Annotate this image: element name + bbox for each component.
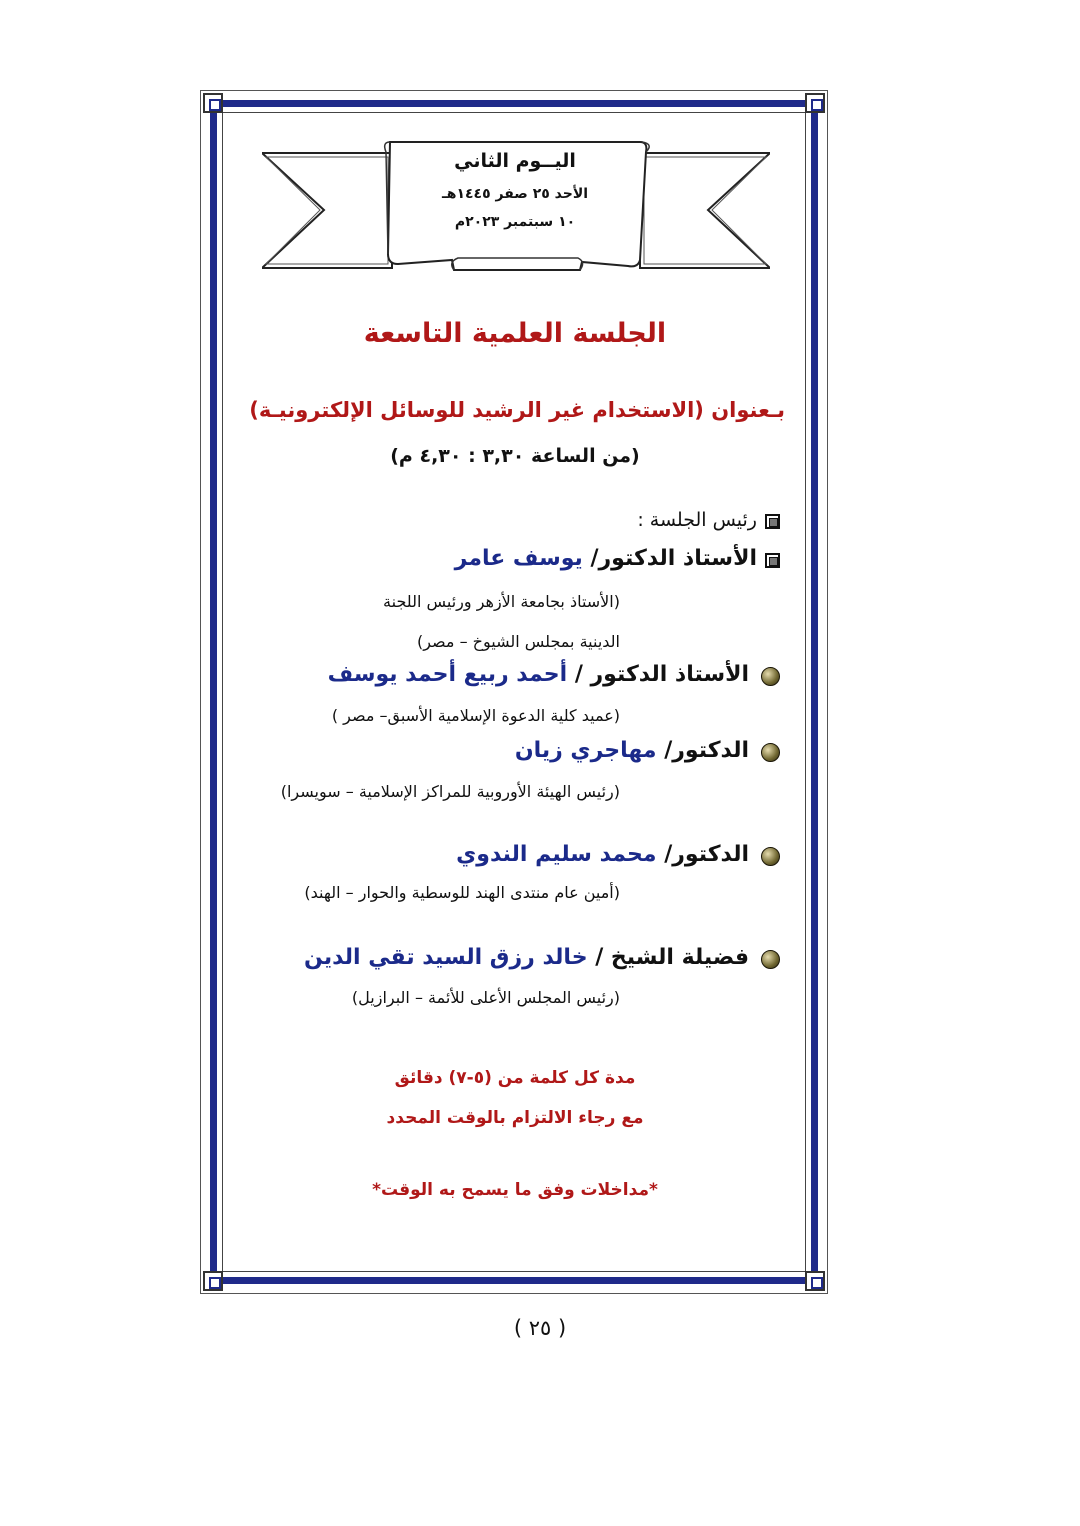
- speaker-name: مهاجري زيان: [514, 738, 657, 763]
- round-bullet-icon: [761, 667, 780, 686]
- speaker-affiliation: (رئيس الهيئة الأوروبية للمراكز الإسلامية – سويسرا): [280, 782, 620, 801]
- round-bullet-icon: [761, 847, 780, 866]
- frame-corner-top-right: [805, 93, 825, 113]
- speaker-title: الدكتور/: [664, 842, 749, 867]
- speaker-row: [515, 738, 780, 763]
- chair-label-row: [637, 509, 780, 531]
- speaker-title: الدكتور/: [664, 738, 749, 763]
- round-bullet-icon: [761, 743, 780, 762]
- page-number: ( ٢٥ ): [513, 1316, 567, 1340]
- banner-text: [395, 140, 635, 230]
- chair-affiliation-line2: الدينية بمجلس الشيوخ – مصر): [416, 632, 620, 651]
- speaker-title: الأستاذ الدكتور /: [574, 662, 749, 687]
- chair-name: يوسف عامر: [454, 546, 583, 571]
- commitment-note: مع رجاء الالتزام بالوقت المحدد: [386, 1108, 644, 1128]
- speaker-name: محمد سليم الندوي: [456, 842, 657, 867]
- square-bullet-icon: [765, 553, 780, 568]
- chair-title: الأستاذ الدكتور/: [590, 546, 757, 571]
- chair-name-row: [455, 546, 780, 571]
- duration-note: مدة كل كلمة من (٥-٧) دقائق: [394, 1068, 636, 1088]
- interventions-note: *مداخلات وفق ما يسمح به الوقت*: [372, 1180, 658, 1200]
- speaker-row: [304, 945, 780, 970]
- speaker-row: [456, 842, 780, 867]
- frame-corner-bottom-left: [203, 1271, 223, 1291]
- speaker-row: [328, 662, 780, 687]
- gregorian-date: ١٠ سبتمبر ٢٠٢٣م: [454, 214, 576, 230]
- speaker-affiliation: (أمين عام منتدى الهند للوسطية والحوار – الهند): [304, 883, 620, 902]
- page-frame-inner: [222, 112, 806, 1272]
- speaker-affiliation: (رئيس المجلس الأعلى للأئمة – البرازيل): [351, 988, 620, 1007]
- speaker-affiliation: (عميد كلية الدعوة الإسلامية الأسبق– مصر ): [331, 706, 620, 725]
- speaker-name: خالد رزق السيد تقي الدين: [304, 945, 588, 970]
- session-time: (من الساعة ٣,٣٠ : ٤,٣٠ م): [390, 445, 640, 467]
- day-label: اليــوم الثاني: [454, 150, 576, 172]
- chair-affiliation-line1: (الأستاذ بجامعة الأزهر ورئيس اللجنة: [383, 592, 620, 611]
- frame-corner-bottom-right: [805, 1271, 825, 1291]
- chair-label: رئيس الجلسة :: [637, 509, 757, 531]
- session-topic: بـعنوان (الاستخدام غير الرشيد للوسائل الإلكترونيـة): [249, 398, 785, 422]
- speaker-name: أحمد ربيع أحمد يوسف: [327, 662, 568, 687]
- frame-corner-top-left: [203, 93, 223, 113]
- hijri-date: الأحد ٢٥ صفر ١٤٤٥هـ: [441, 186, 589, 202]
- session-title: الجلسة العلمية التاسعة: [363, 318, 667, 349]
- round-bullet-icon: [761, 950, 780, 969]
- speaker-title: فضيلة الشيخ /: [595, 945, 749, 970]
- square-bullet-icon: [765, 514, 780, 529]
